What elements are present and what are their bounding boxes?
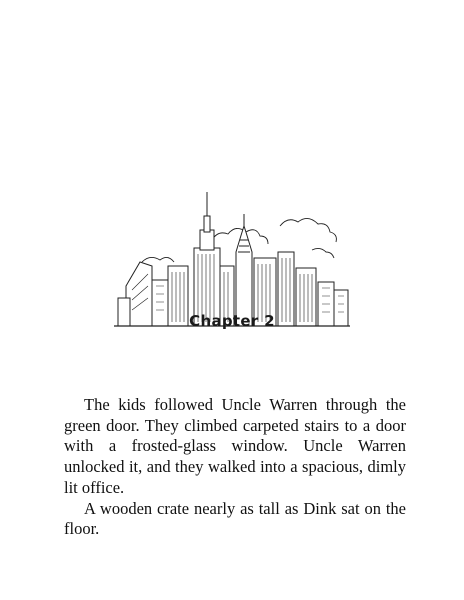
paragraph: The kids followed Uncle Warren through the green door. They climbed carpeted stairs to a door with a frosted-glass window. Uncle Warren unlocked it, and they walked into a spacious, dimly lit office. (64, 395, 406, 497)
chapter-body (64, 395, 406, 540)
paragraph: A wooden crate nearly as tall as Dink sat on the floor. (64, 498, 406, 539)
chapter-title: Chapter 2 (189, 312, 275, 330)
